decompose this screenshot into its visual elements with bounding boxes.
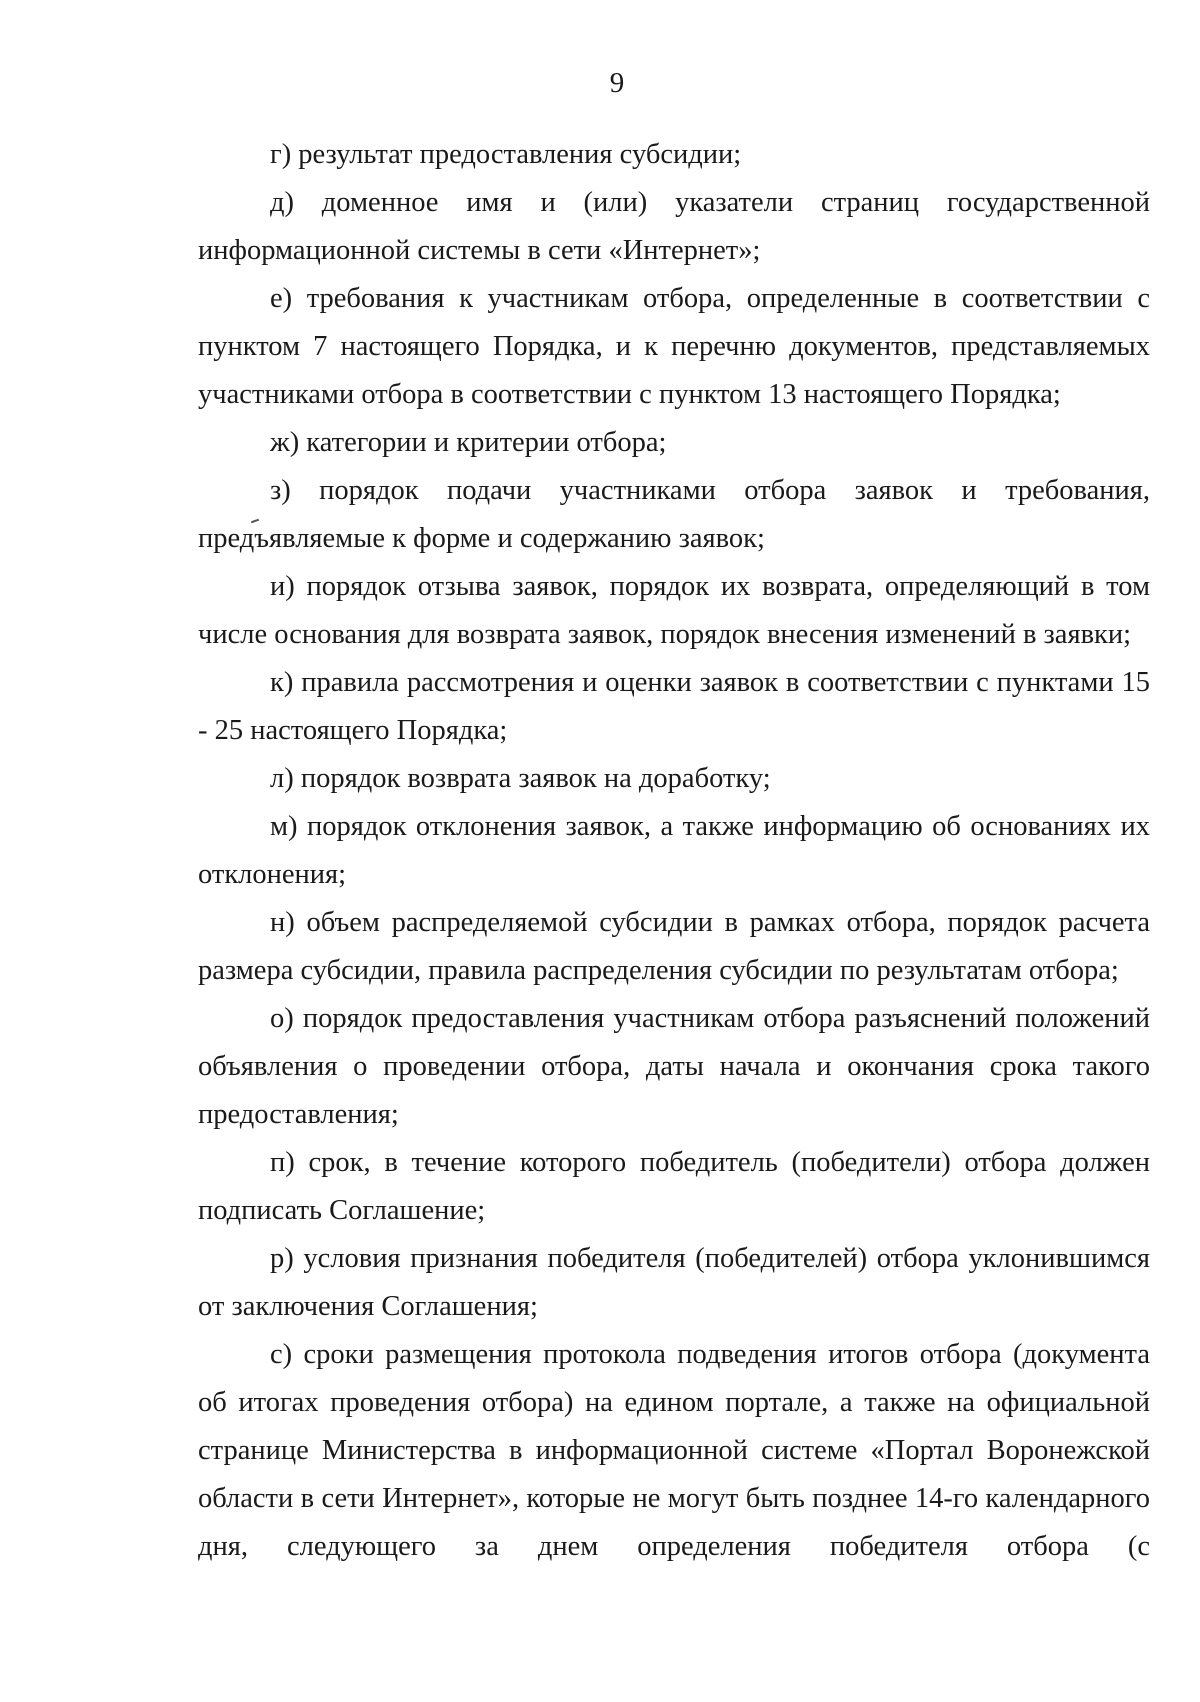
paragraph-d: д) доменное имя и (или) указатели страниц государственной информационной системы в сети «Интернет»; — [198, 187, 1150, 266]
paragraph-s: с) сроки размещения протокола подведения итогов отбора (документа об итогах проведения отбора) на едином портале, а также на официальной странице Министерства в информационной системе «Портал Воронежской области в сети Интернет», которые не могут быть позднее 14-го календарного дня, следующего за днем определения победителя отбора (с — [198, 1339, 1150, 1562]
paragraph-o: о) порядок предоставления участникам отбора разъяснений положений объявления о проведении отбора, даты начала и окончания срока такого предоставления; — [198, 1003, 1150, 1130]
paragraph-p: п) срок, в течение которого победитель (победители) отбора должен подписать Соглашение; — [198, 1147, 1150, 1226]
paragraph-g: г) результат предоставления субсидии; — [270, 139, 742, 170]
paragraph-zh: ж) категории и критерии отбора; — [270, 427, 667, 458]
page-number: 9 — [609, 67, 625, 99]
paragraph-l: л) порядок возврата заявок на доработку; — [270, 763, 771, 794]
paragraph-z: з) порядок подачи участниками отбора заявок и требования, предъявляемые к форме и содержанию заявок; — [198, 475, 1150, 554]
paragraph-m: м) порядок отклонения заявок, а также информацию об основаниях их отклонения; — [198, 811, 1150, 890]
paragraph-r: р) условия признания победителя (победителей) отбора уклонившимся от заключения Соглашения; — [198, 1243, 1150, 1322]
paragraph-n: н) объем распределяемой субсидии в рамках отбора, порядок расчета размера субсидии, правила распределения субсидии по результатам отбора; — [198, 907, 1150, 986]
paragraph-e: е) требования к участникам отбора, определенные в соответствии с пунктом 7 настоящего Порядка, и к перечню документов, представляемых участниками отбора в соответствии с пунктом 13 настоящего Порядка; — [198, 283, 1150, 410]
document-body — [198, 131, 1150, 1571]
paragraph-k: к) правила рассмотрения и оценки заявок в соответствии с пунктами 15 - 25 настоящего Порядка; — [198, 667, 1150, 746]
paragraph-i: и) порядок отзыва заявок, порядок их возврата, определяющий в том числе основания для возврата заявок, порядок внесения изменений в заявки; — [198, 571, 1150, 650]
